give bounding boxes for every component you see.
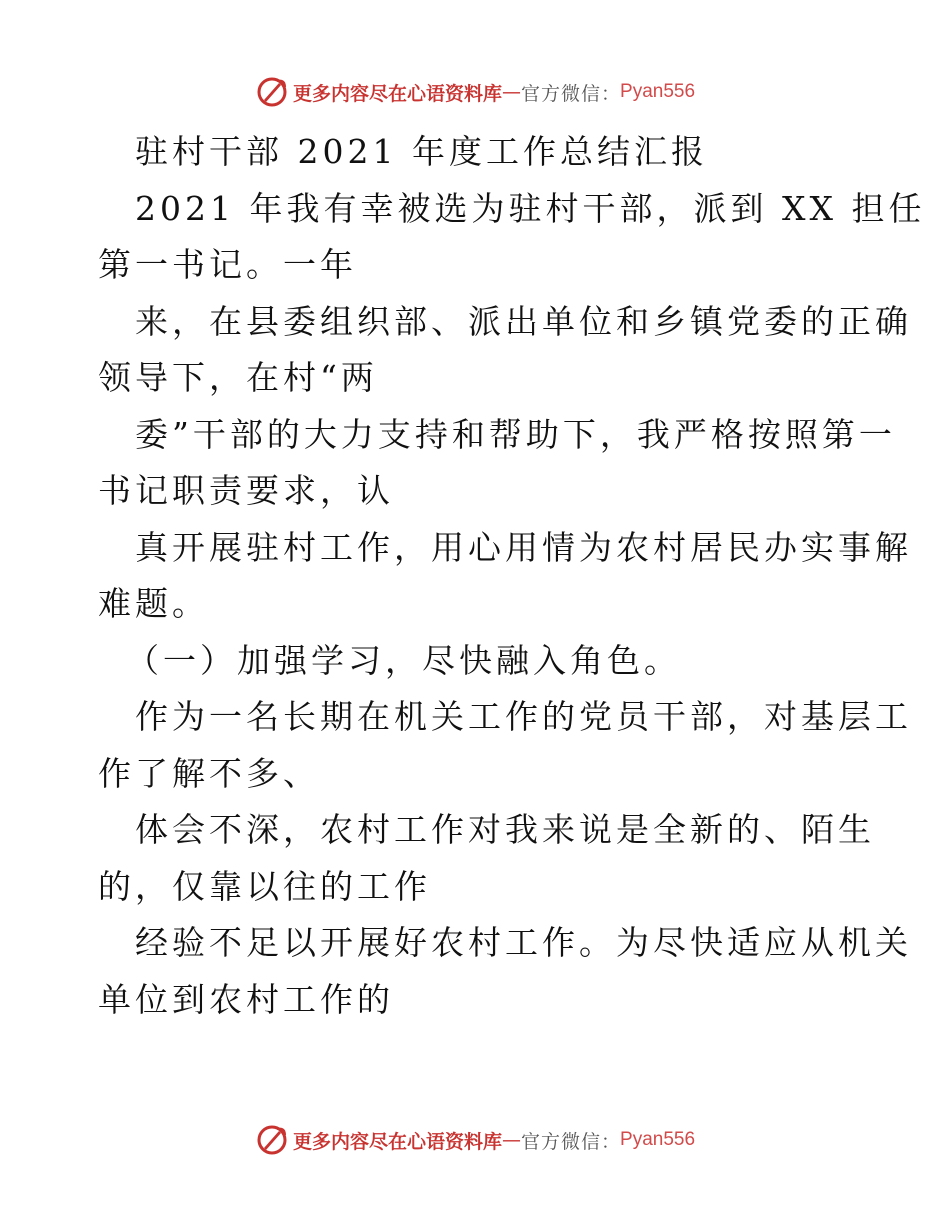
paragraph-line: 作为一名长期在机关工作的党员干部，对基层工	[135, 697, 912, 736]
watermark-wechat-id: Pyan556	[620, 1129, 696, 1150]
paragraph-line: 的，仅靠以往的工作	[98, 866, 431, 906]
watermark-footer	[0, 1120, 950, 1160]
watermark-wechat-id: Pyan556	[620, 81, 696, 102]
watermark-dash: —	[501, 81, 521, 103]
paragraph-line: 第一书记。一年	[98, 245, 357, 284]
watermark-colon: ：	[601, 1130, 621, 1153]
watermark-site-text: 更多内容尽在心语资料库	[292, 1130, 502, 1153]
paragraph-line: 难题。	[98, 584, 209, 623]
section-heading: （一）加强学习，尽快融入角色。	[126, 640, 681, 680]
paragraph-line: 委”干部的大力支持和帮助下，我严格按照第一	[135, 414, 896, 454]
paragraph-line: 书记职责要求，认	[98, 471, 394, 510]
document-title: 驻村干部 2021 年度工作总结汇报	[135, 132, 708, 171]
paragraph-line: 真开展驻村工作，用心用情为农村居民办实事解	[135, 527, 912, 567]
paragraph-line: 领导下，在村“两	[98, 358, 378, 397]
paragraph-line: 体会不深，农村工作对我来说是全新的、陌生	[135, 810, 875, 849]
quill-logo-icon	[255, 1123, 289, 1157]
paragraph-line: 2021 年我有幸被选为驻村干部，派到 XX 担任	[135, 188, 926, 228]
paragraph-line: 经验不足以开展好农村工作。为尽快适应从机关	[135, 923, 912, 962]
watermark-brand-text: 官方微信	[520, 1130, 601, 1153]
paragraph-line: 作了解不多、	[98, 753, 320, 793]
watermark-brand-text: 官方微信	[520, 82, 601, 105]
watermark-colon: ：	[601, 82, 621, 105]
quill-logo-icon	[255, 75, 289, 109]
watermark-site-text: 更多内容尽在心语资料库	[292, 82, 502, 105]
watermark-header	[0, 72, 950, 112]
document-body	[98, 124, 926, 1028]
watermark-dash: —	[501, 1129, 521, 1151]
paragraph-line: 单位到农村工作的	[98, 979, 394, 1019]
paragraph-line: 来，在县委组织部、派出单位和乡镇党委的正确	[135, 301, 912, 341]
